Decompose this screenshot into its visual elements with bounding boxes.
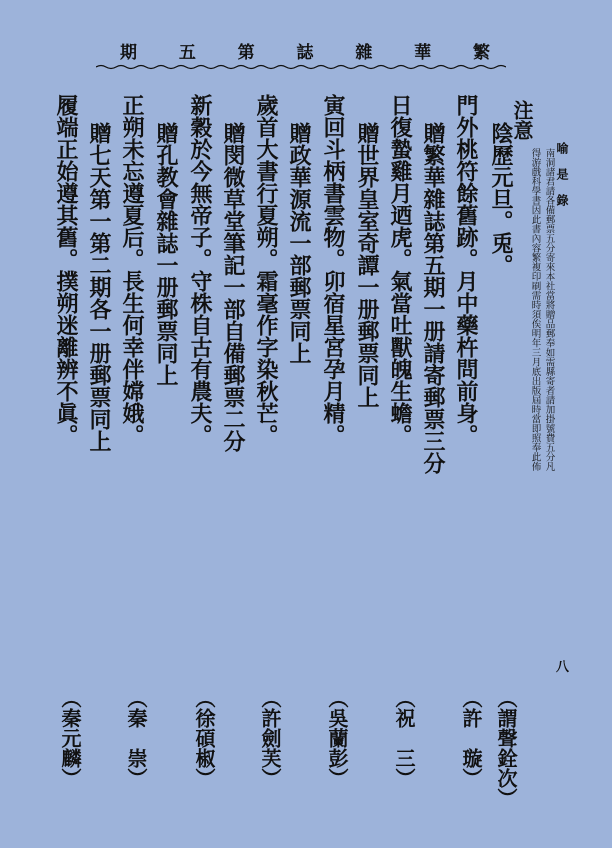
author-name: （吳蘭彭） [325, 688, 349, 788]
header-char: 華 [414, 43, 432, 63]
author-name: （許 璇） [459, 688, 483, 788]
header-char: 第 [237, 43, 255, 63]
column-title: 喻 是 錄 [555, 142, 569, 206]
gift-line: 贈七天第一第二期各一册郵票同上 [86, 122, 112, 452]
poem-line: 歲首大書行夏朔。霜毫作字染秋芒。 [253, 94, 279, 446]
author-name: （祝 三） [392, 688, 416, 788]
header-char: 雜 [355, 43, 373, 63]
note-heading: 注意 [510, 100, 534, 140]
gift-line: 贈世界皇室奇譚一册郵票同上 [354, 122, 380, 408]
header-char: 繁 [472, 43, 490, 63]
running-header [120, 38, 490, 63]
poem-line: 正朔未忘遵夏后。長生何幸伴嫦娥。 [119, 94, 145, 446]
header-wavy-rule [96, 64, 506, 70]
poem-line: 履端正始遵其舊。撲朔迷離辨不眞。 [53, 94, 79, 446]
author-name: （秦 崇） [124, 688, 148, 788]
header-char: 期 [120, 43, 137, 63]
poem-line: 寅回斗柄書雲物。卯宿星宮孕月精。 [320, 94, 346, 446]
poem-line: 門外桃符餘舊跡。月中藥杵問前身。 [453, 94, 479, 446]
header-char: 誌 [296, 43, 314, 63]
page-number: 八 [556, 660, 570, 675]
note-line: 南洞諸君請各備郵票五分寄來本社當將贈品郵奉如需縣寄者請加掛號費五分凡 [543, 148, 555, 471]
poem-line: 新穀於今無帝子。守株自古有農夫。 [187, 94, 213, 446]
gift-line: 贈孔教會雜誌一册郵票同上 [153, 122, 179, 386]
poem-line: 陰歷元旦。兎。 [488, 122, 514, 276]
gift-line: 贈政華源流一部郵票同上 [286, 122, 312, 364]
gift-line: 贈閔微草堂筆記一部自備郵票二分 [220, 122, 246, 452]
author-name: （徐碩椒） [192, 688, 216, 788]
author-name: （許劍芙） [258, 688, 282, 788]
note-line: 得游戲科學書因此書內容繁複印刷需時須俟明年三月底出版屆時當即照奉此佈 [529, 148, 541, 471]
author-name: （秦元麟） [58, 688, 82, 788]
poem-line: 日復蟄雞月迺虎。氣當吐獸魄生蟾。 [387, 94, 413, 446]
gift-line: 贈繁華雜誌第五期一册請寄郵票三分 [420, 122, 446, 474]
author-name: （謂聲銓次） [494, 688, 518, 808]
header-char: 五 [178, 43, 196, 63]
